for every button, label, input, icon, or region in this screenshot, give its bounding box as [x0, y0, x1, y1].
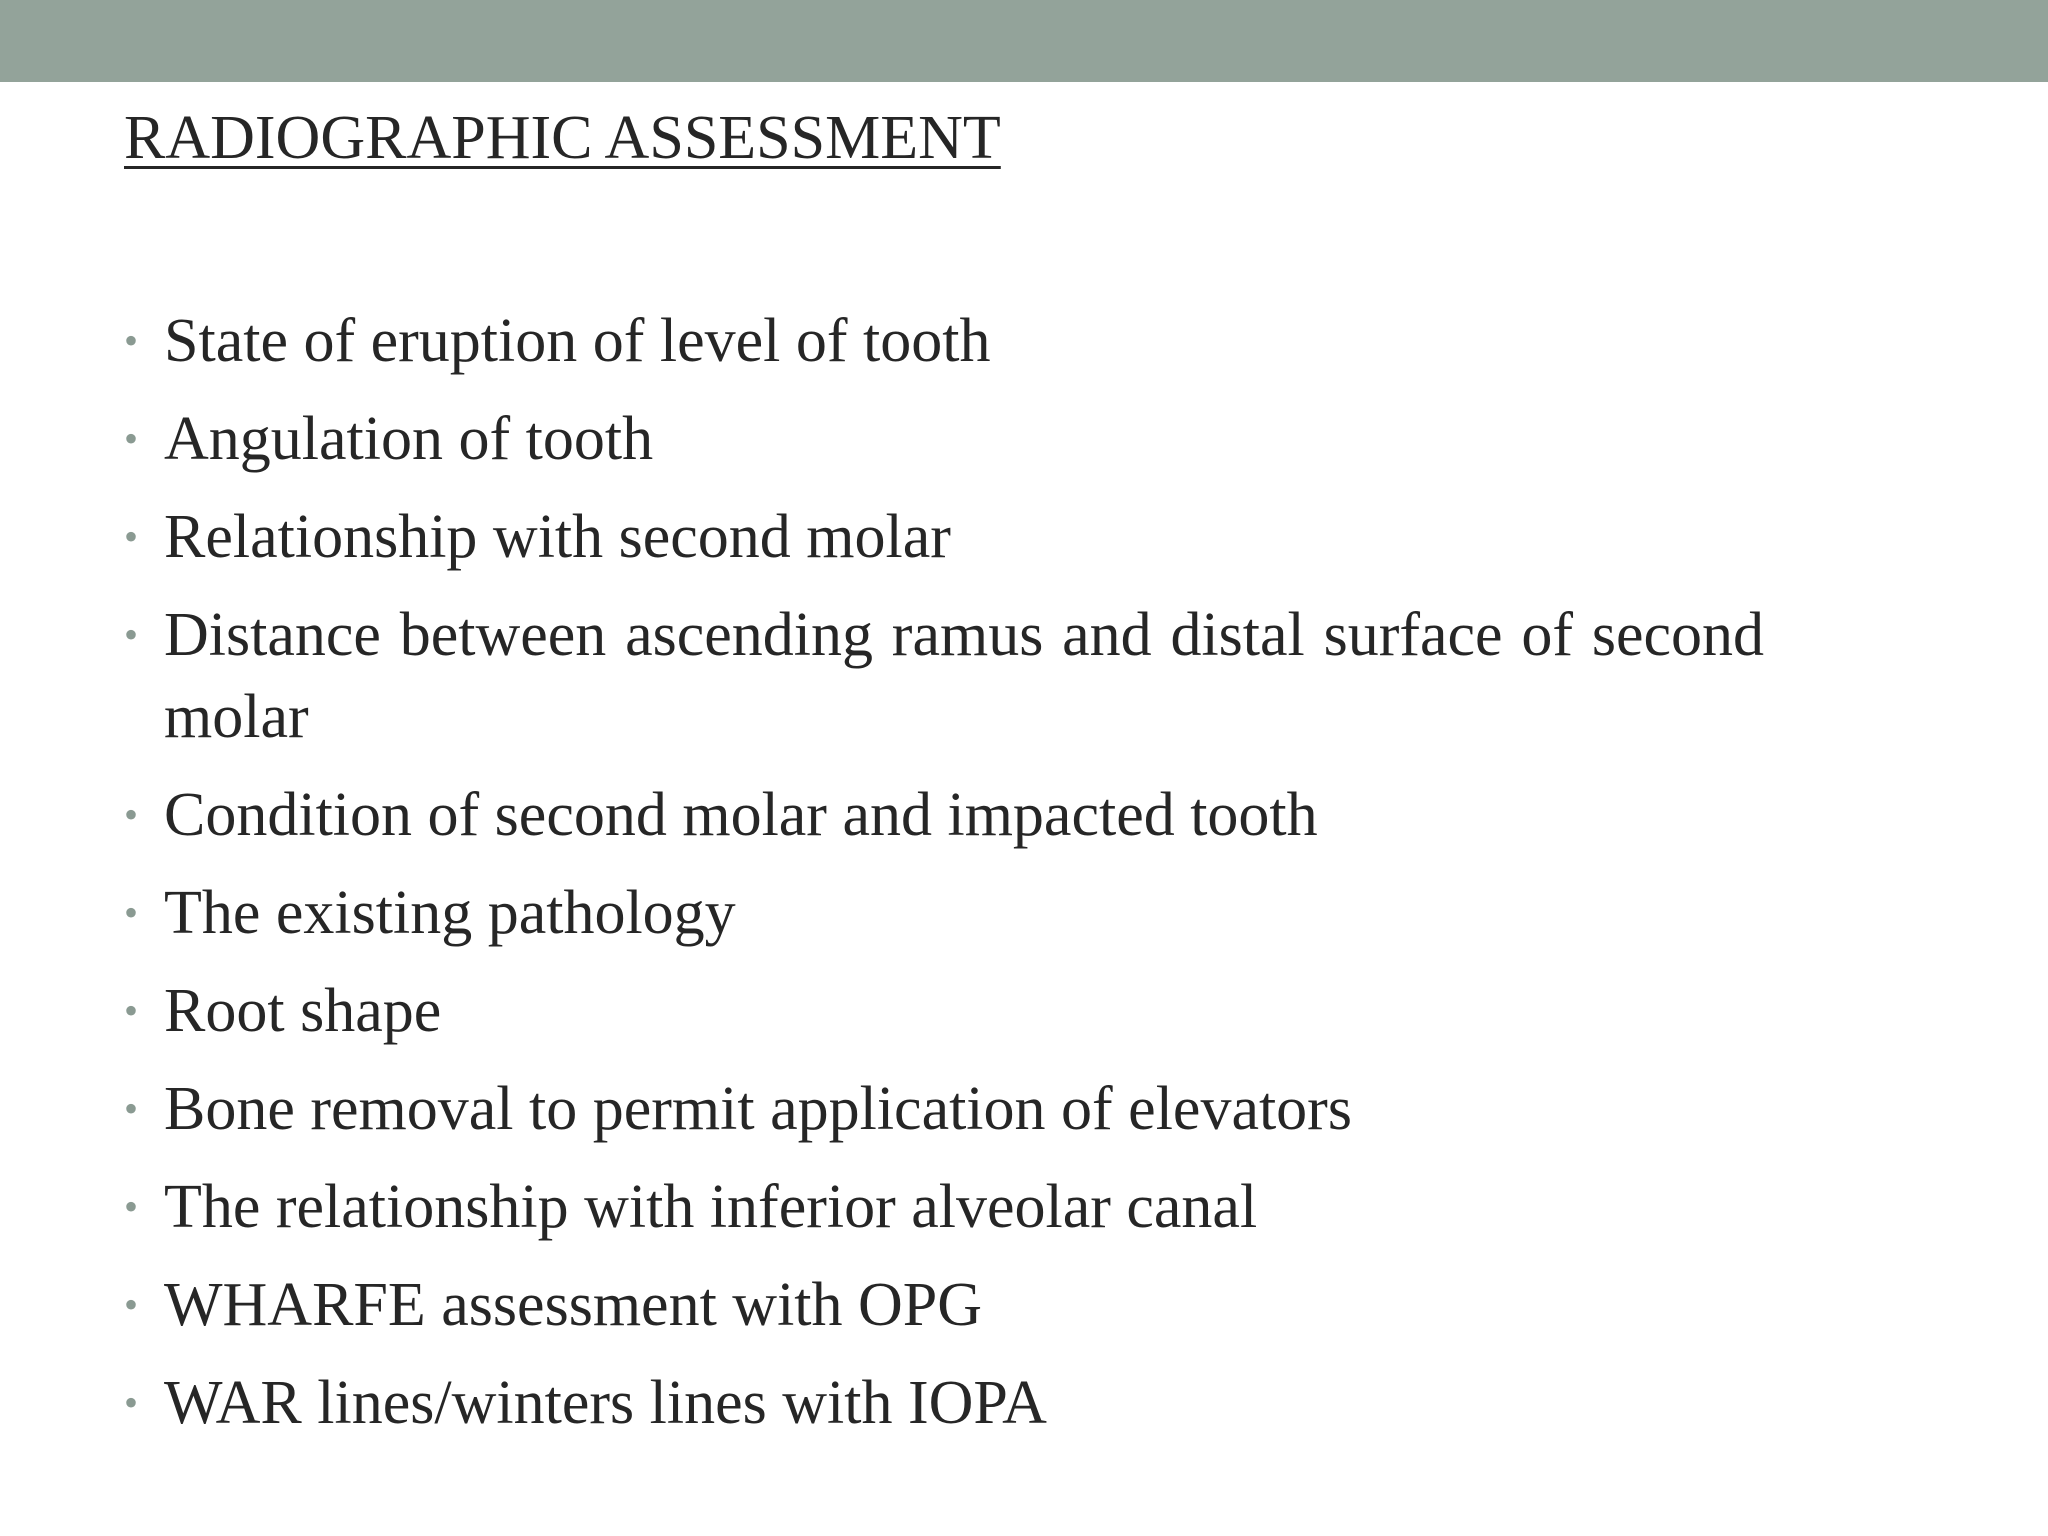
bullet-dot-icon: •	[124, 1086, 139, 1131]
bullet-item	[124, 872, 1764, 954]
bullet-dot-icon: •	[124, 514, 139, 559]
bullet-text: Root shape	[164, 977, 442, 1045]
bullet-item	[124, 594, 1764, 758]
bullet-item	[124, 970, 1764, 1052]
bullet-text: Bone removal to permit application of elevators	[164, 1075, 1352, 1143]
bullet-text: Distance between ascending ramus and distal surface of second molar	[164, 601, 1764, 751]
bullet-item	[124, 1166, 1764, 1248]
bullet-dot-icon: •	[124, 1184, 139, 1229]
bullet-item	[124, 398, 1764, 480]
bullet-dot-icon: •	[124, 890, 139, 935]
bullet-list	[124, 300, 1764, 1460]
bullet-text: The existing pathology	[164, 879, 736, 947]
bullet-text: Relationship with second molar	[164, 503, 951, 571]
bullet-dot-icon: •	[124, 988, 139, 1033]
slide-title: RADIOGRAPHIC ASSESSMENT	[124, 104, 1001, 172]
bullet-dot-icon: •	[124, 318, 139, 363]
bullet-text: State of eruption of level of tooth	[164, 307, 991, 375]
bullet-text: The relationship with inferior alveolar canal	[164, 1173, 1258, 1241]
bullet-item	[124, 1068, 1764, 1150]
bullet-item	[124, 1264, 1764, 1346]
bullet-dot-icon: •	[124, 612, 139, 657]
bullet-text: Angulation of tooth	[164, 405, 654, 473]
bullet-item	[124, 774, 1764, 856]
bullet-item	[124, 1362, 1764, 1444]
bullet-dot-icon: •	[124, 416, 139, 461]
bullet-text: WAR lines/winters lines with IOPA	[164, 1369, 1047, 1437]
bullet-dot-icon: •	[124, 1380, 139, 1425]
bullet-text: Condition of second molar and impacted tooth	[164, 781, 1318, 849]
header-bar	[0, 0, 2048, 82]
bullet-item	[124, 496, 1764, 578]
bullet-text: WHARFE assessment with OPG	[164, 1271, 983, 1339]
bullet-dot-icon: •	[124, 1282, 139, 1327]
bullet-dot-icon: •	[124, 792, 139, 837]
bullet-item	[124, 300, 1764, 382]
